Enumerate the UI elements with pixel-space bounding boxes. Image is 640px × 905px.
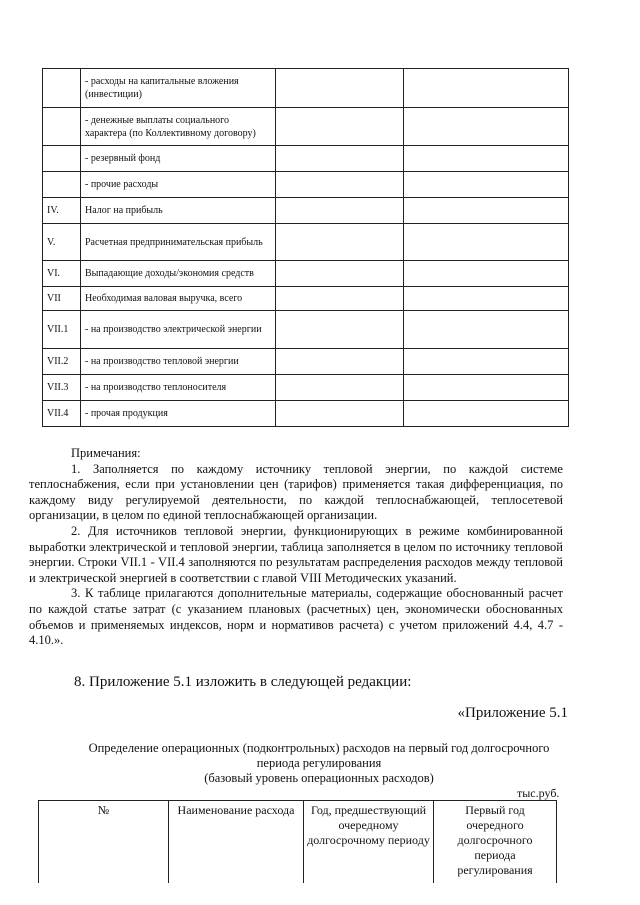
row-label: - прочие расходы bbox=[81, 172, 276, 198]
row-label: - на производство электрической энергии bbox=[81, 311, 276, 349]
notes-section bbox=[29, 446, 563, 649]
row-label: - на производство тепловой энергии bbox=[81, 349, 276, 375]
row-number bbox=[43, 146, 81, 172]
table-cell bbox=[404, 375, 569, 401]
row-label: Налог на прибыль bbox=[81, 198, 276, 224]
table-title-line: (базовый уровень операционных расходов) bbox=[204, 771, 434, 785]
column-header-first-year: Первый год очередного долгосрочного периода регулирования bbox=[434, 801, 557, 884]
table-cell bbox=[404, 108, 569, 146]
row-label: - на производство теплоносителя bbox=[81, 375, 276, 401]
table-row bbox=[43, 224, 569, 261]
row-number: VII.3 bbox=[43, 375, 81, 401]
table-cell bbox=[404, 401, 569, 427]
note-item: 2. Для источников тепловой энергии, функционирующих в режиме комбинированной выработки электрической и тепловой энергии, таблица заполняется в целом по источнику тепловой энергии. Строки VII.1 - VII.4 заполняются по результатам распределения расходов между тепловой и электрической энергией в соответствии с главой VIII Методических указаний. bbox=[29, 523, 563, 585]
row-label: - денежные выплаты социального характера (по Коллективному договору) bbox=[81, 108, 276, 146]
appendix-label: «Приложение 5.1 bbox=[457, 705, 568, 721]
row-label: - резервный фонд bbox=[81, 146, 276, 172]
table-cell bbox=[276, 375, 404, 401]
row-label: - прочая продукция bbox=[81, 401, 276, 427]
table-cell bbox=[404, 287, 569, 311]
row-number: VII.1 bbox=[43, 311, 81, 349]
table-cell bbox=[276, 311, 404, 349]
table-title-line: периода регулирования bbox=[256, 756, 382, 770]
table-cell bbox=[276, 224, 404, 261]
table-cell bbox=[276, 287, 404, 311]
row-number bbox=[43, 69, 81, 108]
row-number: VII.2 bbox=[43, 349, 81, 375]
table-cell bbox=[276, 172, 404, 198]
note-item: 3. К таблице прилагаются дополнительные материалы, содержащие обоснованный расчет по каждой статье затрат (с указанием плановых (расчетных) цен, экономически обоснованных объемов и применяемых индексов, норм и нормативов расчета) с учетом приложений 4.4, 4.7 - 4.10.». bbox=[29, 586, 563, 648]
column-header-name: Наименование расхода bbox=[169, 801, 304, 884]
row-number: VI. bbox=[43, 261, 81, 287]
table-row bbox=[43, 261, 569, 287]
table-row bbox=[43, 172, 569, 198]
operating-costs-table bbox=[38, 800, 557, 883]
table-cell bbox=[276, 261, 404, 287]
cost-table bbox=[42, 68, 569, 427]
table-cell bbox=[276, 198, 404, 224]
table-title bbox=[40, 741, 598, 786]
table-row bbox=[43, 69, 569, 108]
column-header-previous-year: Год, предшествующий очередному долгосрочному периоду bbox=[304, 801, 434, 884]
row-number: IV. bbox=[43, 198, 81, 224]
row-number: V. bbox=[43, 224, 81, 261]
row-label: - расходы на капитальные вложения (инвестиции) bbox=[81, 69, 276, 108]
table-cell bbox=[276, 146, 404, 172]
table-cell bbox=[276, 349, 404, 375]
amendment-text: 8. Приложение 5.1 изложить в следующей редакции: bbox=[74, 674, 412, 690]
row-number: VII bbox=[43, 287, 81, 311]
table-row bbox=[43, 311, 569, 349]
unit-label: тыс.руб. bbox=[517, 786, 560, 800]
row-label: Необходимая валовая выручка, всего bbox=[81, 287, 276, 311]
table-cell bbox=[404, 349, 569, 375]
table-cell bbox=[276, 401, 404, 427]
notes-heading: Примечания: bbox=[71, 446, 141, 460]
row-label: Выпадающие доходы/экономия средств bbox=[81, 261, 276, 287]
table-cell bbox=[404, 311, 569, 349]
row-number bbox=[43, 108, 81, 146]
column-header-number: № bbox=[39, 801, 169, 884]
table-cell bbox=[276, 69, 404, 108]
table-cell bbox=[404, 261, 569, 287]
row-number: VII.4 bbox=[43, 401, 81, 427]
table-cell bbox=[404, 198, 569, 224]
table-row bbox=[43, 287, 569, 311]
table-row bbox=[43, 146, 569, 172]
row-label: Расчетная предпринимательская прибыль bbox=[81, 224, 276, 261]
table-row bbox=[43, 108, 569, 146]
table-cell bbox=[404, 69, 569, 108]
table-header-row bbox=[39, 801, 557, 884]
row-number bbox=[43, 172, 81, 198]
table-row bbox=[43, 375, 569, 401]
table-cell bbox=[404, 224, 569, 261]
table-title-line: Определение операционных (подконтрольных) расходов на первый год долгосрочного bbox=[88, 741, 550, 755]
table-row bbox=[43, 401, 569, 427]
table-row bbox=[43, 349, 569, 375]
table-cell bbox=[404, 172, 569, 198]
table-cell bbox=[404, 146, 569, 172]
table-cell bbox=[276, 108, 404, 146]
table-row bbox=[43, 198, 569, 224]
note-item: 1. Заполняется по каждому источнику тепловой энергии, по каждой системе теплоснабжения, если при установлении цен (тарифов) применяется такая дифференциация, по каждому виду регулируемой деятельности, по каждой теплоснабжающей, теплосетевой организации, в целом по единой теплоснабжающей организации. bbox=[29, 461, 563, 523]
